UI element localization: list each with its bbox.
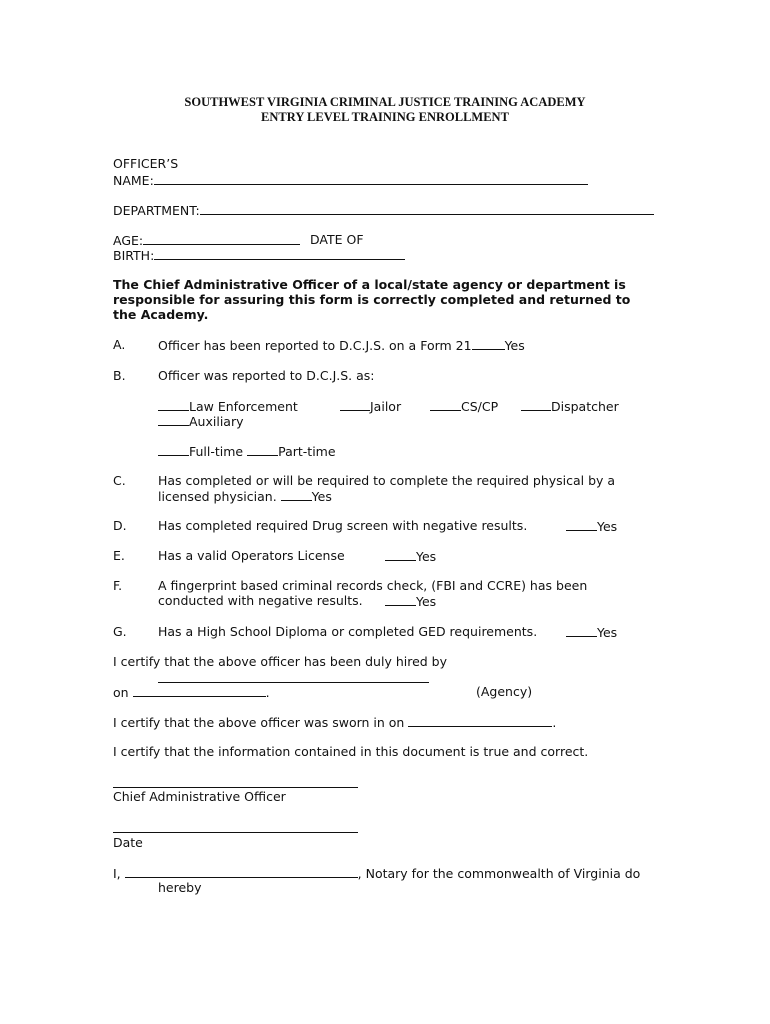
- item-d-yes: Yes: [597, 519, 618, 534]
- parttime-label: Part-time: [278, 444, 336, 459]
- age-label: AGE:: [113, 233, 144, 248]
- option-law-enforcement: [158, 398, 298, 414]
- jailor-label: Jailor: [370, 399, 402, 414]
- item-c-yes: Yes: [311, 489, 332, 504]
- hired-date-period: .: [265, 685, 270, 700]
- sworn-period: .: [552, 715, 557, 730]
- form-title-line2: ENTRY LEVEL TRAINING ENROLLMENT: [261, 110, 509, 124]
- parttime-checkbox[interactable]: [247, 443, 278, 456]
- law-enforcement-checkbox[interactable]: [158, 398, 189, 411]
- notice-line2: responsible for assuring this form is correctly completed and returned to: [113, 292, 631, 307]
- officer-name-row: [113, 172, 588, 188]
- age-field[interactable]: [143, 232, 300, 245]
- date-signature-field[interactable]: [113, 832, 358, 833]
- notary-row: [113, 865, 640, 881]
- item-a: [158, 337, 525, 353]
- item-c-letter: C.: [113, 473, 126, 488]
- item-d-check: [566, 518, 617, 534]
- auxiliary-checkbox[interactable]: [158, 413, 189, 426]
- item-e-text: Has a valid Operators License: [158, 548, 345, 563]
- item-g-checkbox[interactable]: [566, 624, 597, 637]
- certify-sworn-text: I certify that the above officer was sworn in on: [113, 715, 405, 730]
- hired-on-label: on: [113, 685, 129, 700]
- agency-field[interactable]: [158, 682, 429, 683]
- notary-prefix: I,: [113, 866, 121, 881]
- item-f-line2: conducted with negative results.: [158, 593, 363, 608]
- item-b-letter: B.: [113, 368, 126, 383]
- dob-row: [113, 247, 405, 263]
- sworn-date-field[interactable]: [408, 714, 552, 727]
- item-e-check: [385, 548, 436, 564]
- item-d-checkbox[interactable]: [566, 518, 597, 531]
- department-field[interactable]: [200, 202, 654, 215]
- department-row: [113, 202, 654, 218]
- notary-name-field[interactable]: [125, 865, 358, 878]
- jailor-checkbox[interactable]: [340, 398, 370, 411]
- notice-line3: the Academy.: [113, 307, 209, 322]
- hired-on-row: [113, 684, 270, 700]
- agency-label: (Agency): [476, 684, 533, 699]
- dob-label-line2: BIRTH:: [113, 248, 155, 263]
- cao-signature-label: Chief Administrative Officer: [113, 789, 286, 804]
- item-a-checkbox[interactable]: [472, 337, 505, 350]
- cscp-label: CS/CP: [461, 399, 499, 414]
- item-g-letter: G.: [113, 624, 127, 639]
- fulltime-checkbox[interactable]: [158, 443, 189, 456]
- hired-date-field[interactable]: [133, 684, 266, 697]
- item-g-text: Has a High School Diploma or completed GED requirements.: [158, 624, 538, 639]
- cscp-checkbox[interactable]: [430, 398, 461, 411]
- notary-text: , Notary for the commonwealth of Virginia do: [357, 866, 641, 881]
- item-d-letter: D.: [113, 518, 127, 533]
- item-c-line2: licensed physician.: [158, 489, 277, 504]
- item-a-letter: A.: [113, 337, 126, 352]
- item-f-line1: A fingerprint based criminal records check, (FBI and CCRE) has been: [158, 578, 588, 593]
- certify-hired-text: I certify that the above officer has been duly hired by: [113, 654, 448, 669]
- officer-name-field[interactable]: [154, 172, 588, 185]
- form-title-line1: SOUTHWEST VIRGINIA CRIMINAL JUSTICE TRAINING ACADEMY: [184, 95, 586, 109]
- item-e-checkbox[interactable]: [385, 548, 416, 561]
- option-cscp: [430, 398, 498, 414]
- item-f-letter: F.: [113, 578, 123, 593]
- item-e-letter: E.: [113, 548, 125, 563]
- age-row: [113, 232, 300, 248]
- option-employment: [158, 443, 336, 459]
- item-e-yes: Yes: [416, 549, 437, 564]
- item-g-yes: Yes: [597, 625, 618, 640]
- dob-field[interactable]: [154, 247, 405, 260]
- item-f-check: [385, 593, 436, 609]
- item-f-yes: Yes: [416, 594, 437, 609]
- item-b-text: Officer was reported to D.C.J.S. as:: [158, 368, 375, 383]
- item-c-line1: Has completed or will be required to complete the required physical by a: [158, 473, 616, 488]
- date-signature-label: Date: [113, 835, 143, 850]
- notary-line2: hereby: [158, 880, 202, 895]
- officer-name-label-line2: NAME:: [113, 173, 154, 188]
- option-auxiliary: [158, 413, 244, 429]
- auxiliary-label: Auxiliary: [189, 414, 244, 429]
- fulltime-label: Full-time: [189, 444, 244, 459]
- option-dispatcher: [521, 398, 619, 414]
- notice-line1: The Chief Administrative Officer of a local/state agency or department is: [113, 277, 626, 292]
- item-d-text: Has completed required Drug screen with negative results.: [158, 518, 528, 533]
- department-label: DEPARTMENT:: [113, 203, 200, 218]
- item-c-checkbox[interactable]: [281, 488, 312, 501]
- option-jailor: [340, 398, 401, 414]
- certify-true-text: I certify that the information contained in this document is true and correct.: [113, 744, 589, 759]
- item-c-line2-row: [158, 488, 332, 504]
- item-f-checkbox[interactable]: [385, 593, 416, 606]
- sworn-row: [113, 714, 556, 730]
- dispatcher-checkbox[interactable]: [521, 398, 551, 411]
- item-a-yes: Yes: [504, 338, 525, 353]
- item-g-check: [566, 624, 617, 640]
- officer-name-label-line1: OFFICER’S: [113, 156, 179, 171]
- item-a-text: Officer has been reported to D.C.J.S. on a Form 21: [158, 338, 472, 353]
- law-enforcement-label: Law Enforcement: [189, 399, 298, 414]
- dispatcher-label: Dispatcher: [551, 399, 619, 414]
- cao-signature-field[interactable]: [113, 787, 358, 788]
- dob-label-line1: DATE OF: [310, 232, 364, 247]
